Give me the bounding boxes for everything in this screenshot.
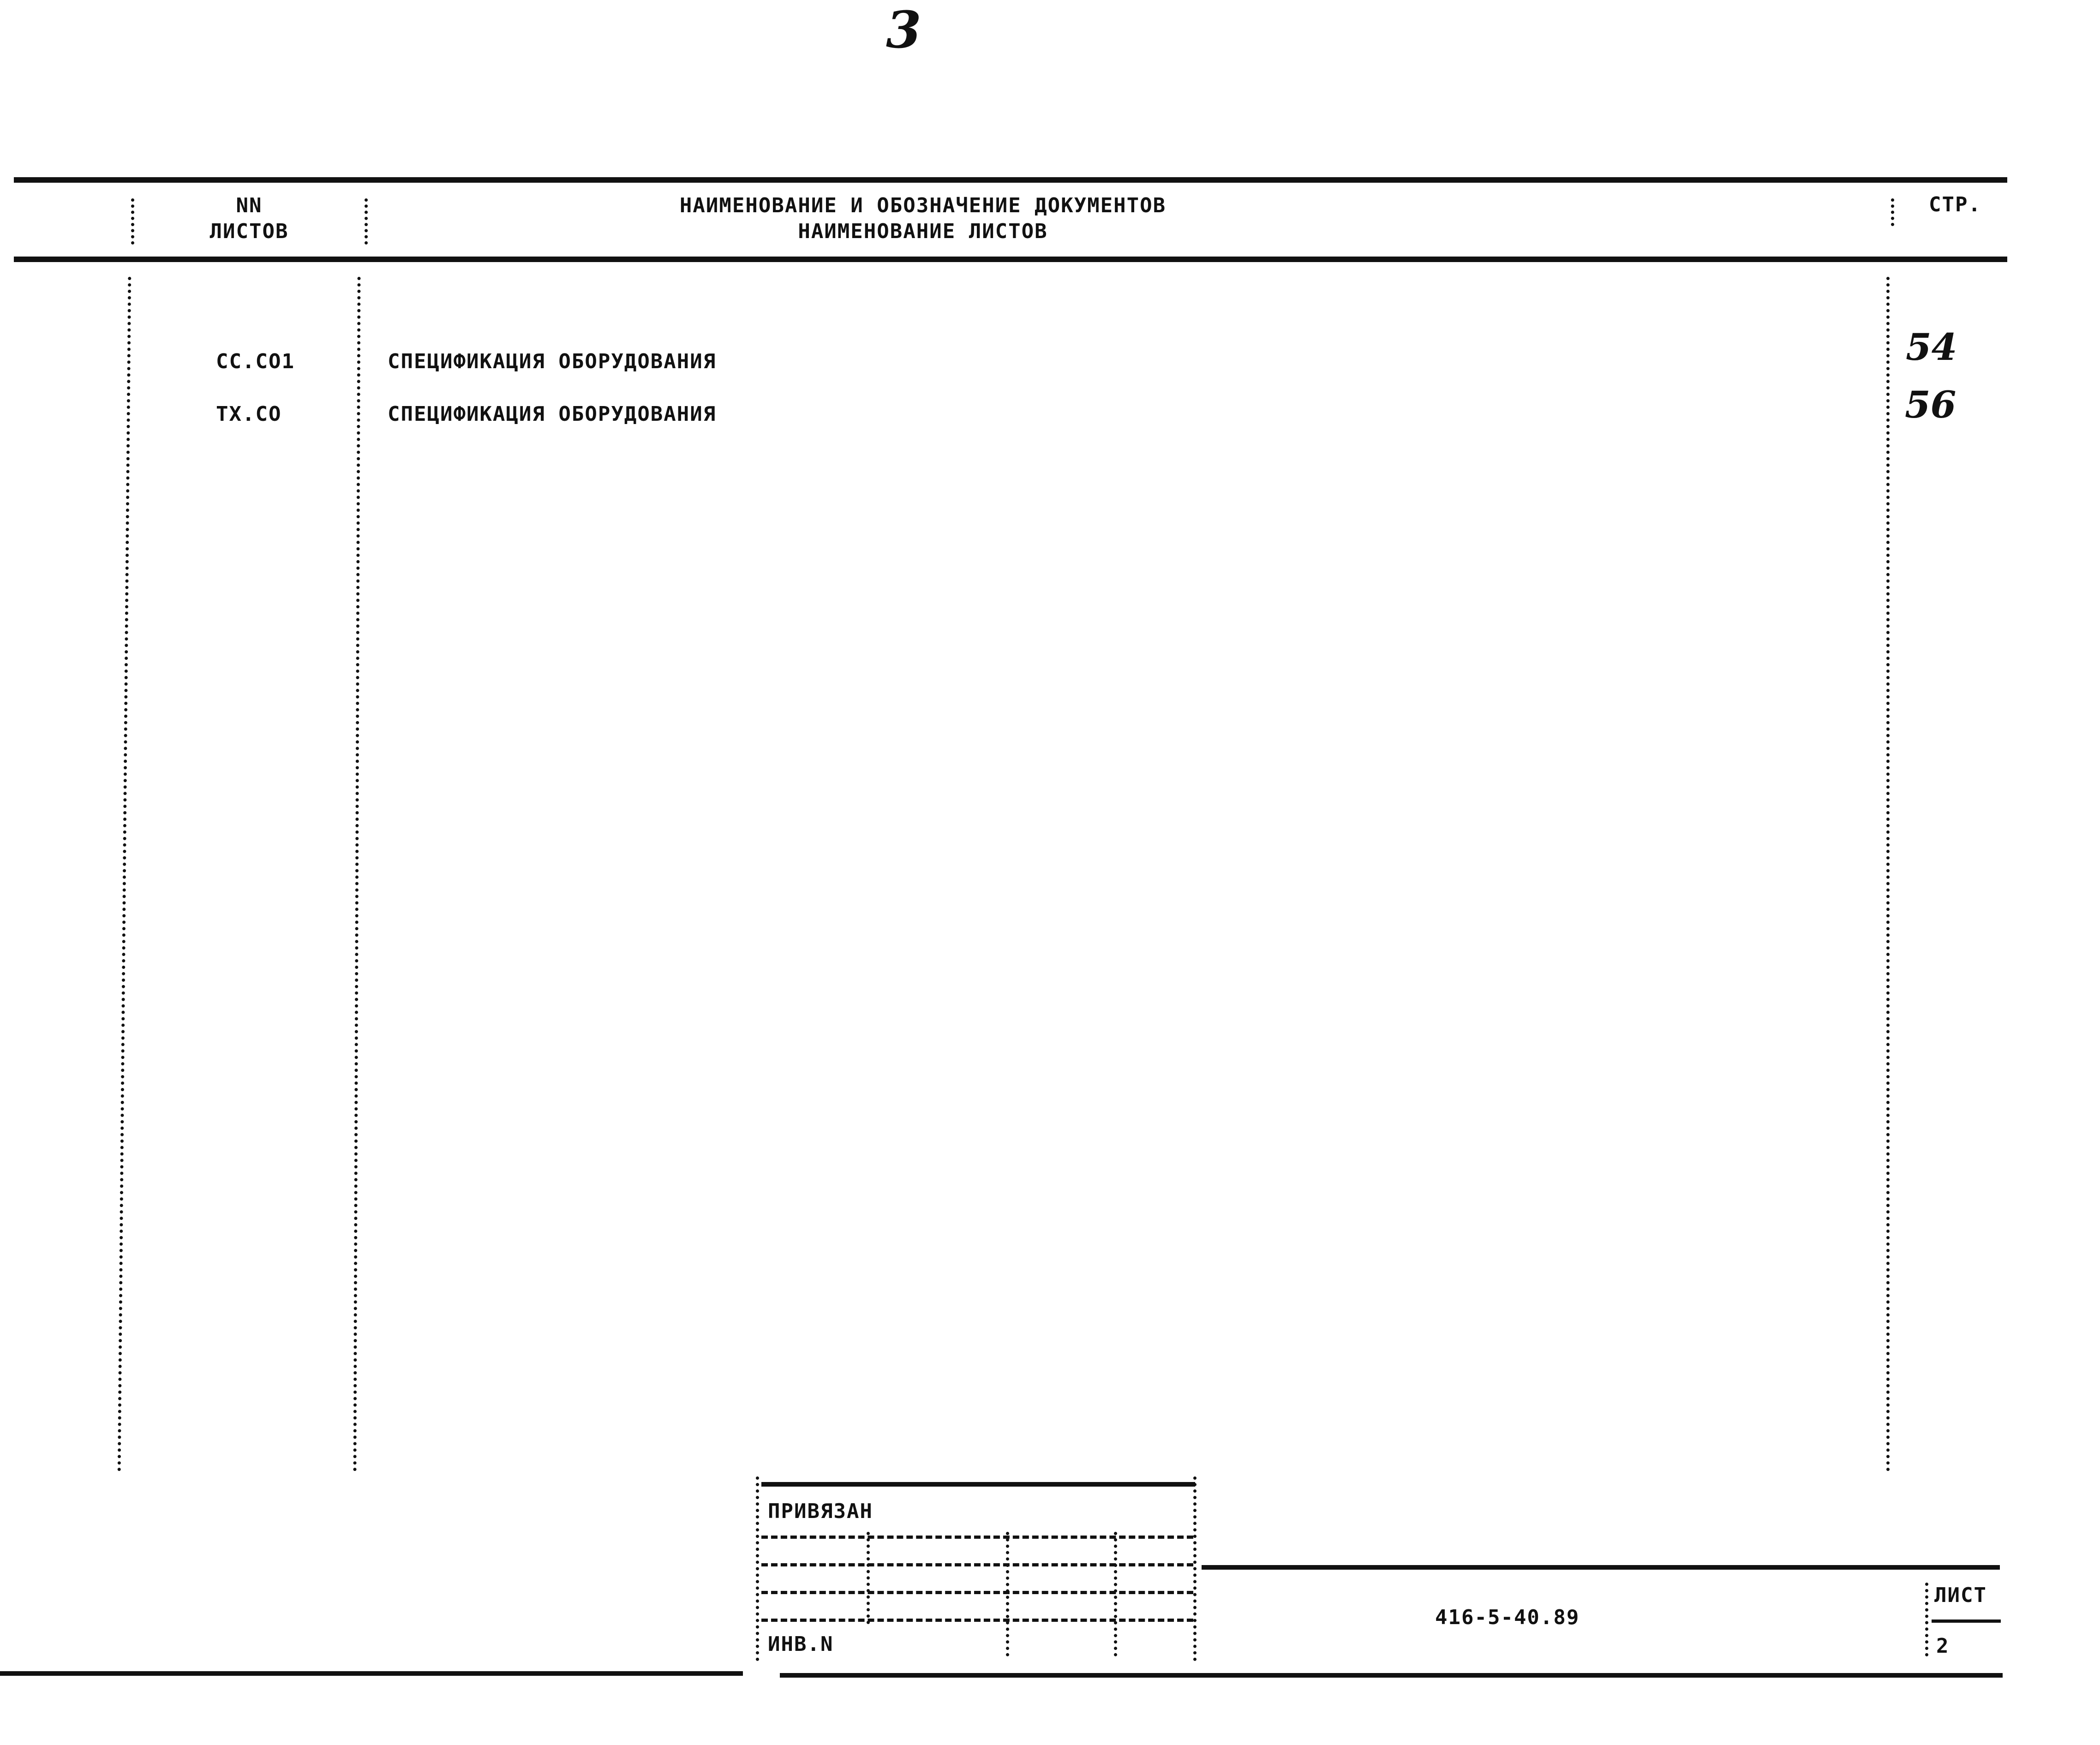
header-page-col: СТР. — [1929, 193, 1981, 216]
header-sheets-col — [185, 193, 314, 245]
row-2-page: 56 — [1905, 383, 1956, 426]
stamp-grid-col-2 — [1006, 1532, 1009, 1656]
row-2-sheet: ТХ.СО — [216, 402, 282, 426]
stamp-grid-row-4 — [761, 1619, 1193, 1622]
header-sep-mid — [365, 198, 368, 245]
header-sheets-line2: ЛИСТОВ — [209, 220, 289, 243]
row-2-title: СПЕЦИФИКАЦИЯ ОБОРУДОВАНИЯ — [388, 402, 717, 426]
bottom-rule-right — [780, 1673, 2003, 1678]
stamp-inv-label: ИНВ.N — [768, 1632, 834, 1656]
sheet-number: 2 — [1936, 1634, 1950, 1658]
stamp-grid-row-2 — [761, 1563, 1193, 1566]
header-bottom-rule — [14, 257, 2007, 262]
row-1-sheet: СС.СО1 — [216, 350, 295, 373]
stamp-grid-row-3 — [761, 1591, 1193, 1594]
body-col-line-left — [118, 277, 132, 1472]
stamp-grid-col-1 — [867, 1532, 870, 1624]
header-title-col — [508, 193, 1338, 245]
page-number: 3 — [886, 0, 921, 60]
stamp-grid-row-1 — [761, 1536, 1193, 1539]
row-1-page: 54 — [1906, 325, 1957, 369]
bottom-rule-left — [0, 1671, 743, 1676]
sheet-cell-left-edge — [1925, 1583, 1928, 1656]
stamp-grid-col-3 — [1114, 1532, 1117, 1656]
sheet-label: ЛИСТ — [1934, 1584, 1987, 1607]
header-title-line2: НАИМЕНОВАНИЕ ЛИСТОВ — [798, 220, 1048, 243]
stamp-bound-label: ПРИВЯЗАН — [768, 1500, 873, 1523]
stamp-right-edge — [1193, 1476, 1197, 1661]
body-col-line-mid — [353, 277, 360, 1472]
stamp-code-top-rule — [1202, 1565, 2000, 1570]
sheet-cell-divider — [1932, 1620, 2001, 1623]
header-sheets-line1: NN — [236, 194, 263, 217]
header-title-line1: НАИМЕНОВАНИЕ И ОБОЗНАЧЕНИЕ ДОКУМЕНТОВ — [679, 194, 1167, 217]
row-1-title: СПЕЦИФИКАЦИЯ ОБОРУДОВАНИЯ — [388, 350, 717, 373]
document-code: 416-5-40.89 — [1435, 1606, 1580, 1629]
table-top-rule — [14, 177, 2007, 183]
header-sep-left — [131, 198, 134, 245]
stamp-left-edge — [756, 1476, 759, 1661]
body-col-line-right — [1886, 277, 1890, 1472]
stamp-top-rule — [761, 1482, 1195, 1487]
header-sep-right — [1891, 198, 1894, 226]
